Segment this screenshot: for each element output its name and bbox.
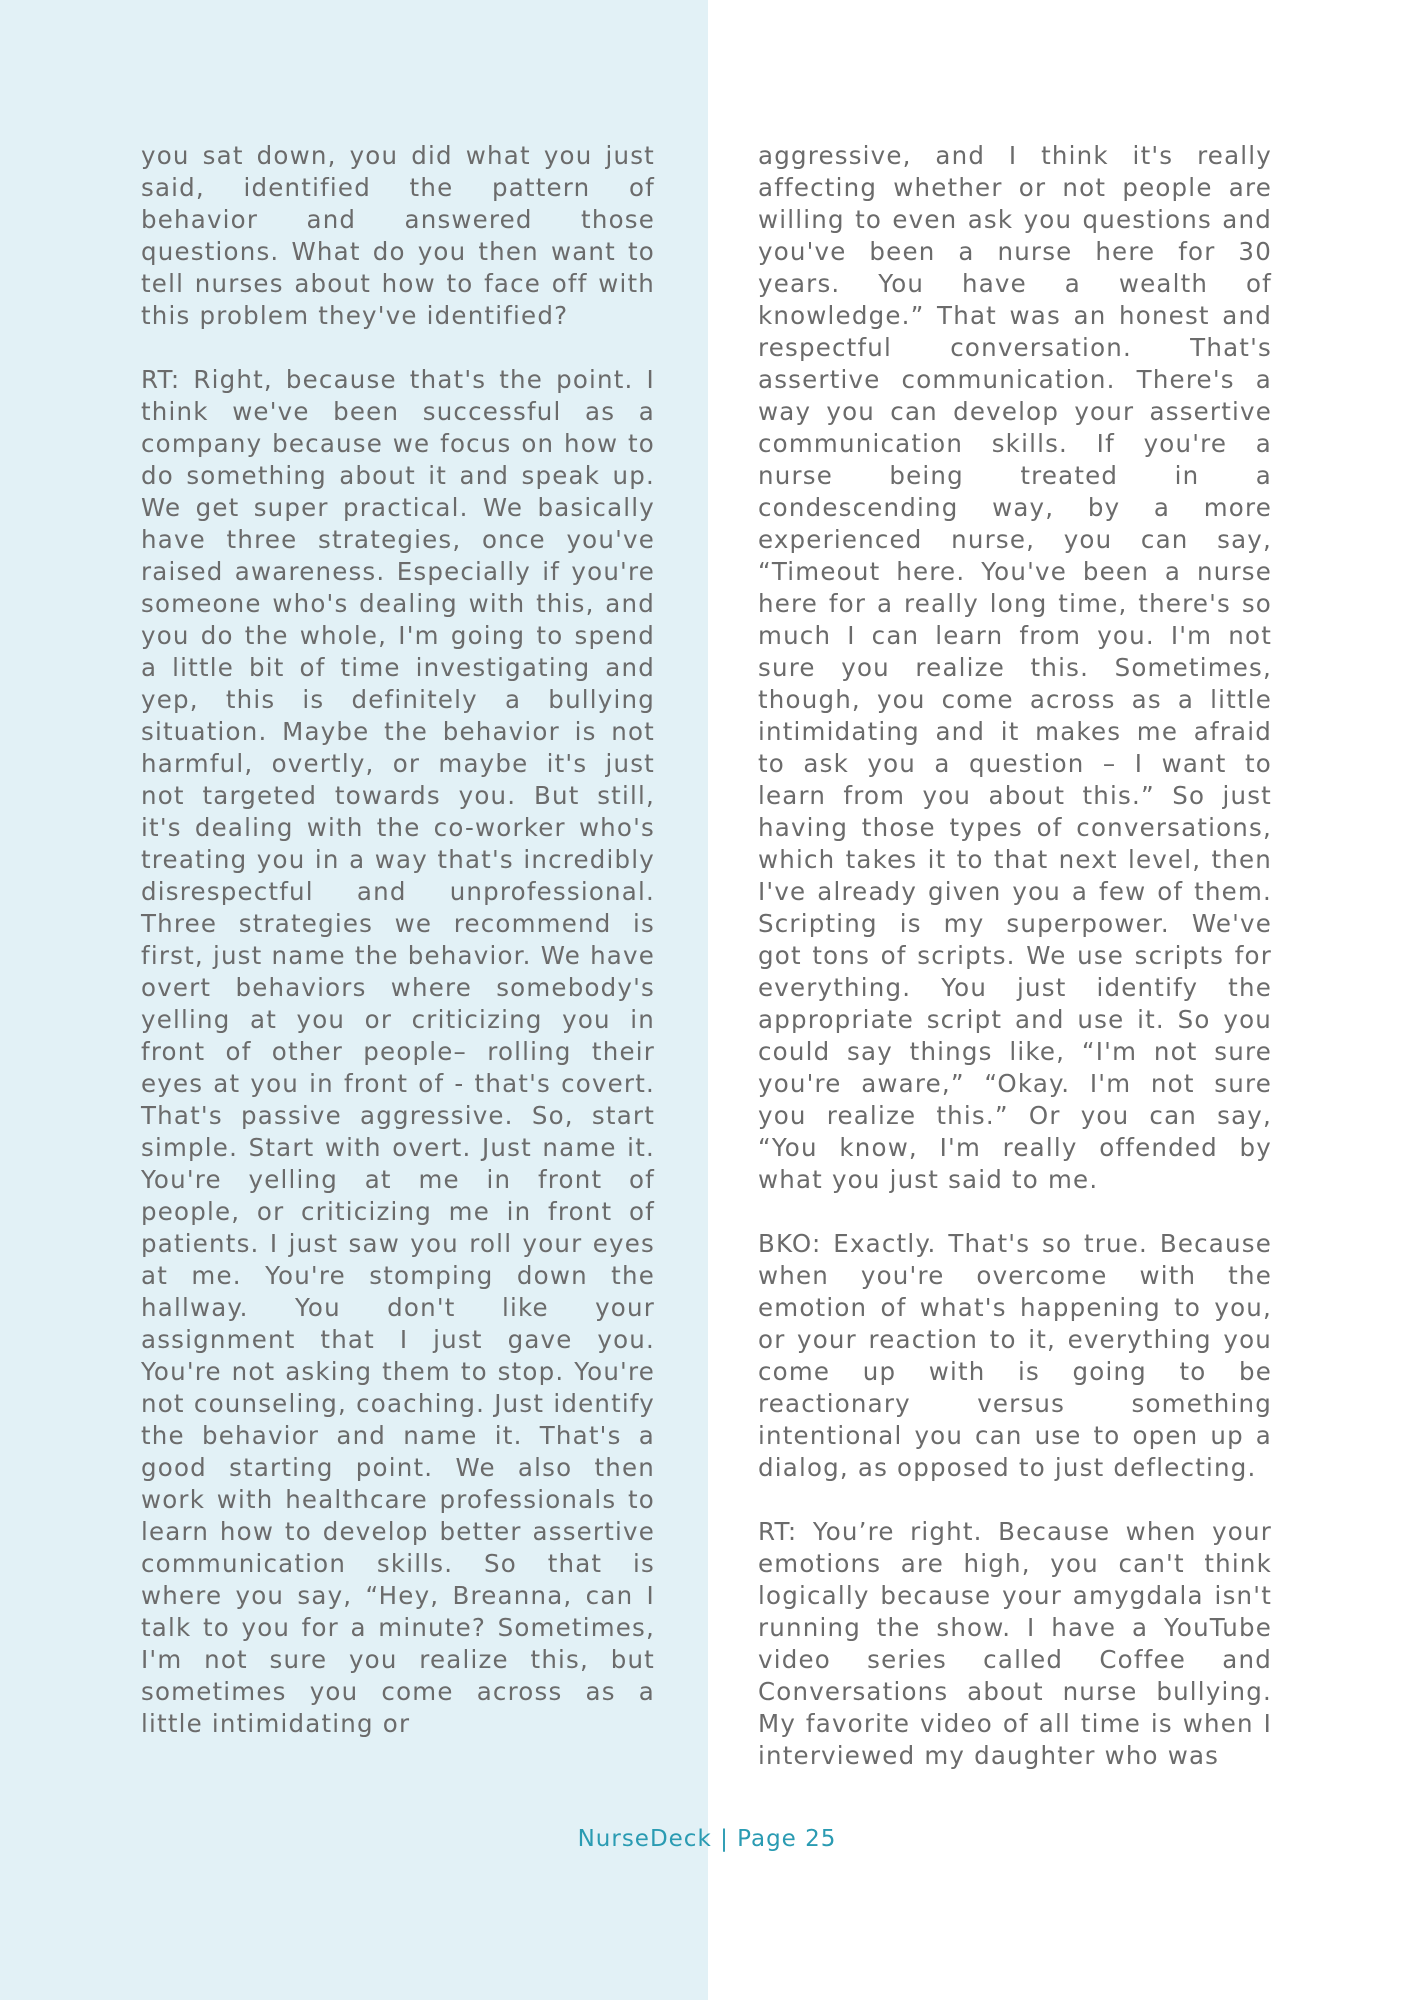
paragraph: you sat down, you did what you just said, identified the pattern of behavior and answered those questions. What do you then want to tell nurses about how to face off with this problem they've identified? bbox=[141, 141, 655, 330]
right-text-column bbox=[758, 140, 1272, 1772]
paragraph: RT: You’re right. Because when your emotions are high, you can't think logically because your amygdala isn't running the show. I have a YouTube video series called Coffee and Conversations about nurse bullying. My favorite video of all time is when I interviewed my daughter who was bbox=[758, 1517, 1272, 1770]
paragraph: BKO: Exactly. That's so true. Because when you're overcome with the emotion of what's happening to you, or your reaction to it, everything you come up with is going to be reactionary versus something intentional you can use to open up a dialog, as opposed to just deflecting. bbox=[758, 1229, 1272, 1482]
paragraph: RT: Right, because that's the point. I think we've been successful as a company because we focus on how to do something about it and speak up. We get super practical. We basically have three strategies, once you've raised awareness. Especially if you're someone who's dealing with this, and you do the whole, I'm going to spend a little bit of time investigating and yep, this is definitely a bullying situation. Maybe the behavior is not harmful, overtly, or maybe it's just not targeted towards you. But still, it's dealing with the co-worker who's treating you in a way that's incredibly disrespectful and unprofessional. Three strategies we recommend is first, just name the behavior. We have overt behaviors where somebody's yelling at you or criticizing you in front of other people– rolling their eyes at you in front of - that's covert. That's passive aggressive. So, start simple. Start with overt. Just name it. You're yelling at me in front of people, or criticizing me in front of patients. I just saw you roll your eyes at me. You're stomping down the hallway. You don't like your assignment that I just gave you. You're not asking them to stop. You're not counseling, coaching. Just identify the behavior and name it. That's a good starting point. We also then work with healthcare professionals to learn how to develop better assertive communication skills. So that is where you say, “Hey, Breanna, can I talk to you for a minute? Sometimes, I'm not sure you realize this, but sometimes you come across as a little intimidating or bbox=[141, 365, 655, 1738]
left-text-column bbox=[141, 140, 655, 1740]
page-footer: NurseDeck | Page 25 bbox=[577, 1826, 837, 1852]
paragraph: aggressive, and I think it's really affecting whether or not people are willing to even ask you questions and you've been a nurse here for 30 years. You have a wealth of knowledge.” That was an honest and respectful conversation. That's assertive communication. There's a way you can develop your assertive communication skills. If you're a nurse being treated in a condescending way, by a more experienced nurse, you can say, “Timeout here. You've been a nurse here for a really long time, there's so much I can learn from you. I'm not sure you realize this. Sometimes, though, you come across as a little intimidating and it makes me afraid to ask you a question – I want to learn from you about this.” So just having those types of conversations, which takes it to that next level, then I've already given you a few of them. Scripting is my superpower. We've got tons of scripts. We use scripts for everything. You just identify the appropriate script and use it. So you could say things like, “I'm not sure you're aware,” “Okay. I'm not sure you realize this.” Or you can say, “You know, I'm really offended by what you just said to me. bbox=[758, 141, 1272, 1194]
